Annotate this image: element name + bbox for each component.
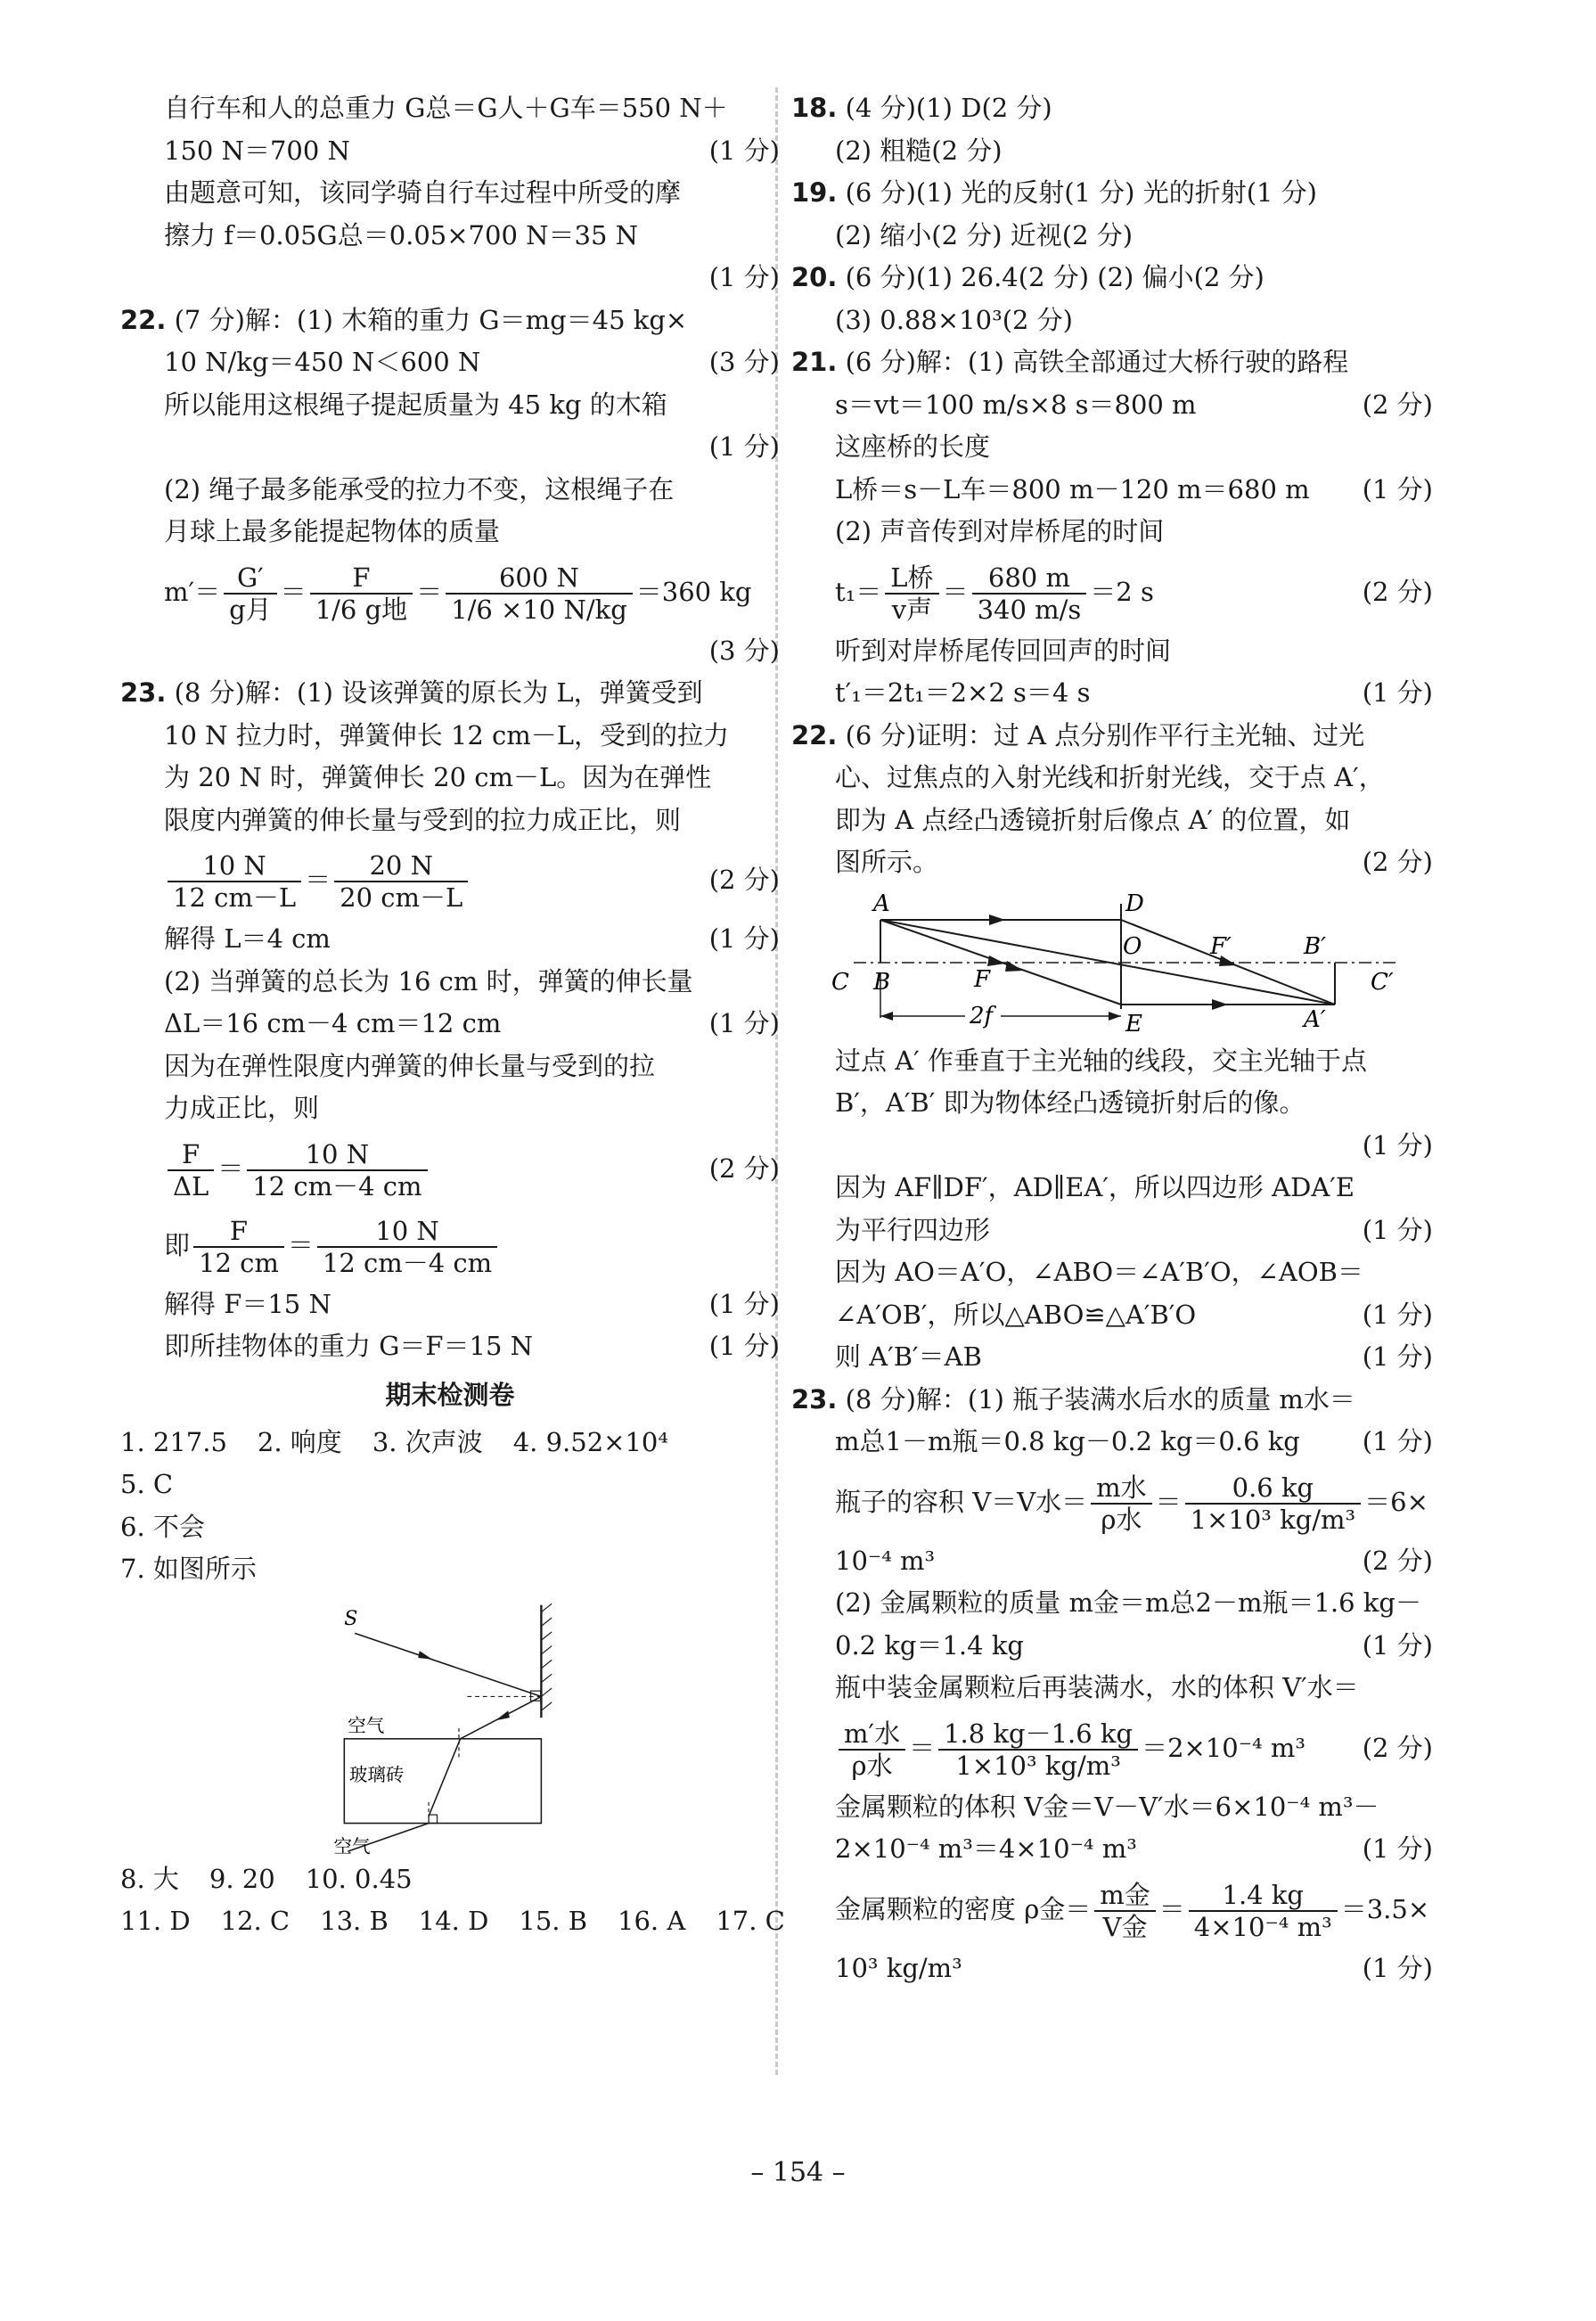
- lens-label-E: E: [1125, 1010, 1142, 1037]
- text-line: 为 20 N 时，弹簧伸长 20 cm－L。因为在弹性: [164, 762, 712, 792]
- text-line: 月球上最多能提起物体的质量: [164, 516, 501, 546]
- fraction: $\frac{\text{L桥}}{\text{v声}}$: [885, 562, 938, 625]
- fraction: $\frac{G'}{\text{g月}}$: [224, 562, 277, 625]
- question-22: 22. (6 分)证明：过 A 点分别作平行主光轴、过光: [791, 719, 1365, 750]
- page-number: – 154 –: [750, 2157, 846, 2188]
- text-line: 自行车和人的总重力 G总＝G人＋G车＝550 N＋: [164, 93, 728, 123]
- text-line: 图所示。 (2 分): [835, 847, 1433, 877]
- text-line: (2) 粗糙(2 分): [835, 135, 1003, 166]
- text-line: B′，A′B′ 即为物体经凸透镜折射后的像。: [835, 1087, 1305, 1118]
- fraction: $\frac{1.4 kg}{\text{4×10⁻⁴ m³}}$: [1189, 1880, 1338, 1942]
- text-line: (2) 当弹簧的总长为 16 cm 时，弹簧的伸长量: [164, 965, 693, 996]
- fraction: $\frac{20 N}{20 cm-L}$: [334, 850, 468, 913]
- fraction: $\frac{1.8 kg-1.6 kg}{\text{1×10³ kg/m³}}$: [938, 1718, 1138, 1781]
- text-line: 过点 A′ 作垂直于主光轴的线段，交主光轴于点: [835, 1045, 1367, 1076]
- text-line: 10³ kg/m³ (1 分): [835, 1952, 1433, 1983]
- text-line: 由题意可知，该同学骑自行车过程中所受的摩: [164, 177, 682, 208]
- lens-label-B: B: [873, 968, 891, 996]
- text-line: ∠A′OB′，所以△ABO≌△A′B′O (1 分): [835, 1299, 1433, 1330]
- fraction: $\frac{680 m}{340 m/s}$: [972, 562, 1087, 625]
- fraction: $\frac{10 N}{12 cm-4 cm}$: [317, 1216, 497, 1278]
- question-23: 23. (8 分)解：(1) 设该弹簧的原长为 L，弹簧受到: [120, 677, 703, 708]
- text-line: 为平行四边形 (1 分): [835, 1214, 1433, 1245]
- answer-row: 1. 217.5 2. 响度 3. 次声波 4. 9.52×10⁴: [120, 1426, 668, 1457]
- lens-label-C: C: [831, 968, 849, 996]
- question-21: 21. (6 分)解：(1) 高铁全部通过大桥行驶的路程: [791, 347, 1349, 377]
- question-23: 23. (8 分)解：(1) 瓶子装满水后水的质量 m水＝: [791, 1383, 1355, 1415]
- text-line: (2) 金属颗粒的质量 m金＝m总2－m瓶＝1.6 kg－: [835, 1587, 1421, 1618]
- text-line: 因为 AO＝A′O，∠ABO＝∠A′B′O，∠AOB＝: [835, 1257, 1363, 1287]
- answer-row: 7. 如图所示: [120, 1554, 257, 1584]
- lens-label-F: F: [974, 965, 991, 993]
- text-line: (2) 缩小(2 分) 近视(2 分): [835, 219, 1134, 250]
- text-line: 心、过焦点的入射光线和折射光线，交于点 A′，: [835, 762, 1385, 792]
- lens-label-C-prime: C′: [1371, 968, 1394, 996]
- text-line: 听到对岸桥尾传回回声的时间: [835, 635, 1172, 666]
- label-air-top: 空气: [348, 1714, 385, 1736]
- text-line: 则 A′B′＝AB (1 分): [835, 1341, 1433, 1372]
- formula-line: 即 $\frac{F}{12 cm}$ ＝ $\frac{10 N}{12 cm-4 cm}$: [120, 1207, 780, 1284]
- refraction-diagram: [120, 1591, 744, 1858]
- text-line: 10⁻⁴ m³ (2 分): [835, 1545, 1433, 1576]
- text-line: 所以能用这根绳子提起质量为 45 kg 的木箱: [164, 389, 667, 420]
- left-column: [120, 87, 785, 1943]
- lens-label-2f: 2f: [970, 1002, 994, 1029]
- formula-line: 瓶子的容积 V＝V水＝ $\frac{\text{m水}}{\text{ρ水}}$ ＝ $\frac{0.6 kg}{\text{1×10³ kg/m³}}$ ＝6×: [835, 1472, 1428, 1535]
- text-line: (3) 0.88×10³(2 分): [835, 304, 1073, 335]
- formula-line: $\frac{10 N}{12 cm-L}$ ＝ $\frac{20 N}{20 cm-L}$ (2 分): [120, 841, 780, 918]
- text-line: (2) 声音传到对岸桥尾的时间: [835, 516, 1165, 546]
- fraction: $\frac{0.6 kg}{\text{1×10³ kg/m³}}$: [1185, 1472, 1362, 1535]
- text-line: 瓶中装金属颗粒后再装满水，水的体积 V′水＝: [835, 1672, 1359, 1702]
- question-19: 19. (6 分)(1) 光的反射(1 分) 光的折射(1 分): [791, 177, 1318, 208]
- fraction: $\frac{\text{m′水}}{\text{ρ水}}$: [839, 1718, 905, 1781]
- text-line: 即为 A 点经凸透镜折射后像点 A′ 的位置，如: [835, 804, 1351, 835]
- answer-row: 8. 大 9. 20 10. 0.45: [120, 1863, 413, 1894]
- formula-line: $\frac{F}{\Delta L}$ ＝ $\frac{10 N}{12 cm-4 cm}$ (2 分): [120, 1130, 780, 1207]
- right-column: [791, 87, 1433, 1989]
- formula-line: 金属颗粒的密度 ρ金＝ $\frac{\text{m金}}{\text{V金}}$ ＝ $\frac{1.4 kg}{\text{4×10⁻⁴ m³}}$ ＝3.5×: [835, 1879, 1430, 1942]
- lens-label-A-prime: A′: [1304, 1005, 1326, 1033]
- fraction: $\frac{F}{\text{1/6 g地}}$: [310, 562, 413, 625]
- text-line: 解得 F＝15 N (1 分): [164, 1288, 780, 1319]
- text-line: L桥＝s－L车＝800 m－120 m＝680 m (1 分): [835, 473, 1433, 504]
- score-line: (1 分): [1362, 1129, 1433, 1160]
- lens-label-B-prime: B′: [1304, 932, 1327, 960]
- text-line: 这座桥的长度: [835, 431, 991, 462]
- section-heading: 期末检测卷: [385, 1379, 515, 1410]
- text-line: t′₁＝2t₁＝2×2 s＝4 s (1 分): [835, 677, 1433, 708]
- lens-label-D: D: [1125, 890, 1144, 917]
- question-20: 20. (6 分)(1) 26.4(2 分) (2) 偏小(2 分): [791, 262, 1265, 292]
- fraction: $\frac{600 N}{1/6 \times 10 N/kg}$: [446, 562, 633, 625]
- lens-label-A: A: [873, 890, 890, 917]
- text-line: 解得 L＝4 cm (1 分): [164, 923, 780, 954]
- label-glass: 玻璃砖: [348, 1763, 405, 1785]
- answer-row: 5. C: [120, 1469, 174, 1499]
- text-line: 10 N 拉力时，弹簧伸长 12 cm－L，受到的拉力: [164, 719, 730, 750]
- lens-label-F-prime: F′: [1210, 932, 1232, 960]
- text-line: ΔL＝16 cm－4 cm＝12 cm (1 分): [164, 1008, 780, 1038]
- lens-label-O: O: [1123, 932, 1142, 960]
- text-line: (2) 绳子最多能承受的拉力不变，这根绳子在: [164, 473, 675, 504]
- formula-line: t₁＝ $\frac{\text{L桥}}{\text{v声}}$ ＝ $\frac{680 m}{340 m/s}$ ＝2 s (2 分): [835, 562, 1433, 625]
- answer-row: 6. 不会: [120, 1511, 205, 1542]
- text-line: 即所挂物体的重力 G＝F＝15 N (1 分): [164, 1331, 780, 1361]
- text-line: 擦力 f＝0.05G总＝0.05×700 N＝35 N: [164, 219, 638, 250]
- text-line: 2×10⁻⁴ m³＝4×10⁻⁴ m³ (1 分): [835, 1833, 1433, 1864]
- score-line: (1 分): [708, 431, 780, 462]
- label-air-bottom: 空气: [333, 1835, 371, 1858]
- text-line: 金属颗粒的体积 V金＝V－V′水＝6×10⁻⁴ m³－: [835, 1791, 1379, 1822]
- fraction: $\frac{10 N}{12 cm-4 cm}$: [247, 1139, 427, 1202]
- label-S: S: [344, 1606, 358, 1630]
- answer-row: 11. D 12. C 13. B 14. D 15. B 16. A 17. C: [120, 1906, 785, 1936]
- formula-line: $\frac{\text{m′水}}{\text{ρ水}}$ ＝ $\frac{1.8 kg-1.6 kg}{\text{1×10³ kg/m³}}$ ＝2×10⁻⁴ m³ (2 分): [791, 1710, 1433, 1786]
- lens-figure: [791, 884, 1433, 1040]
- score-line: (3 分): [708, 635, 780, 666]
- fraction: $\frac{10 N}{12 cm-L}$: [168, 850, 301, 913]
- text-line: 力成正比，则: [164, 1093, 320, 1123]
- refraction-figure: [120, 1591, 780, 1858]
- score: (1 分): [708, 135, 780, 166]
- text-line: 10 N/kg＝450 N＜600 N (3 分): [164, 347, 780, 377]
- fraction: $\frac{\text{m金}}{\text{V金}}$: [1094, 1880, 1156, 1942]
- text-line: m总1－m瓶＝0.8 kg－0.2 kg＝0.6 kg (1 分): [835, 1426, 1433, 1456]
- text-line: 0.2 kg＝1.4 kg (1 分): [835, 1629, 1433, 1661]
- score-line: (1 分): [708, 262, 780, 292]
- fraction: $\frac{\text{m水}}{\text{ρ水}}$: [1091, 1472, 1152, 1535]
- fraction: $\frac{F}{\Delta L}$: [168, 1139, 214, 1202]
- question-22: 22. (7 分)解：(1) 木箱的重力 G＝mg＝45 kg×: [120, 304, 688, 335]
- text-line: s＝vt＝100 m/s×8 s＝800 m (2 分): [835, 389, 1433, 420]
- text-line: 因为在弹性限度内弹簧的伸长量与受到的拉: [164, 1050, 656, 1081]
- text-line: 因为 AF∥DF′，AD∥EA′，所以四边形 ADA′E: [835, 1172, 1355, 1202]
- fraction: $\frac{F}{12 cm}$: [193, 1216, 284, 1278]
- text-line: 限度内弹簧的伸长量与受到的拉力成正比，则: [164, 804, 682, 835]
- formula-line: m′＝ $\frac{G'}{\text{g月}}$ ＝ $\frac{F}{\text{1/6 g地}}$ ＝ $\frac{600 N}{1/6 \times 10 N/kg}$ ＝360 kg: [164, 562, 752, 625]
- lens-ray-diagram: [791, 884, 1433, 1040]
- question-18: 18. (4 分)(1) D(2 分): [791, 93, 1052, 123]
- text-line: 150 N＝700 N (1 分): [120, 130, 780, 173]
